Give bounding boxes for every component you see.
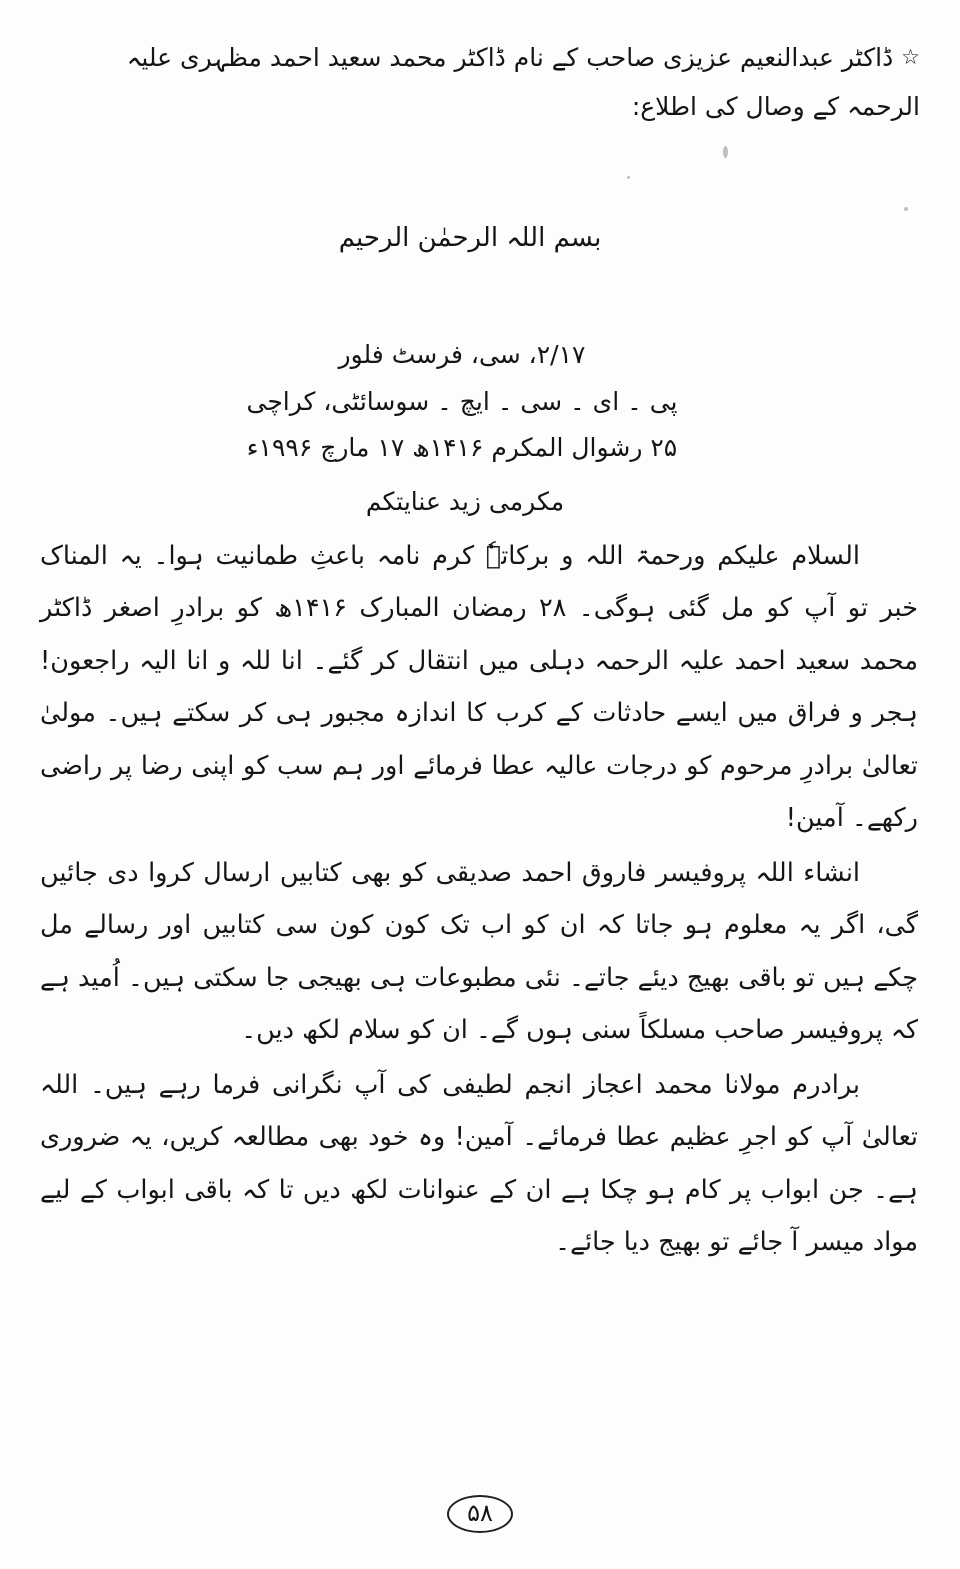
- page-heading: [74, 34, 920, 132]
- letter-address-block: [34, 333, 890, 471]
- basmala-line: بسم اللہ الرحمٰن الرحیم: [338, 222, 602, 253]
- letter-salutation: مکرمی زید عنایتکم: [365, 486, 565, 516]
- body-paragraph: برادرم مولانا محمد اعجاز انجم لطیفی کی آپ نگرانی فرما رہے ہیں۔ اللہ تعالیٰ آپ کو اجرِ عظیم عطا فرمائے۔ آمین! وہ خود بھی مطالعہ کریں، یہ ضروری ہے۔ جن ابواب پر کام ہو چکا ہے ان کے عنوانات لکھ دیں تا کہ باقی ابواب کے لیے مواد میسر آ جائے تو بھیج دیا جائے۔: [40, 1069, 918, 1258]
- page-number-value: ۵۸: [447, 1495, 513, 1533]
- page-number: [0, 1495, 960, 1533]
- body-paragraph: انشاء اللہ پروفیسر فاروق احمد صدیقی کو بھی کتابیں ارسال کروا دی جائیں گی، اگر یہ معلوم ہو جاتا کہ ان کو اب تک کون کون سی کتابیں اور رسالے مل چکے ہیں تو باقی بھیج دیئے جاتے۔ نئی مطبوعات ہی بھیجی جا سکتی ہیں۔ اُمید ہے کہ پروفیسر صاحب مسلکاً سنی ہوں گے۔ ان کو سلام لکھ دیں۔: [40, 857, 918, 1046]
- star-icon: ☆: [901, 45, 920, 69]
- address-line-1: ۲/۱۷، سی، فرسٹ فلور: [338, 340, 586, 370]
- page-heading-text: ڈاکٹر عبدالنعیم عزیزی صاحب کے نام ڈاکٹر محمد سعید احمد مظہری علیہ الرحمہ کے وصال کی اطلاع:: [126, 43, 920, 121]
- address-line-2: پی ۔ ای ۔ سی ۔ ایچ ۔ سوسائٹی، کراچی: [246, 386, 678, 416]
- address-date-line: ۲۵ رشوال المکرم ۱۴۱۶ھ ۱۷ مارچ ۱۹۹۶ء: [246, 433, 678, 463]
- body-paragraph: السلام علیکم ورحمۃ اللہ و برکاتہٗ کرم نامہ باعثِ طمانیت ہوا۔ یہ المناک خبر تو آپ کو مل گئی ہوگی۔ ۲۸ رمضان المبارک ۱۴۱۶ھ کو برادرِ اصغر ڈاکٹر محمد سعید احمد علیہ الرحمہ دہلی میں انتقال کر گئے۔ انا للہ و انا الیہ راجعون! ہجر و فراق میں ایسے حادثات کے کرب کا اندازہ مجبور ہی کر سکتے ہیں۔ مولیٰ تعالیٰ برادرِ مرحوم کو درجات عالیہ عطا فرمائے اور ہم سب کو اپنی رضا پر راضی رکھے۔ آمین!: [40, 540, 918, 834]
- letter-body: [40, 530, 918, 1269]
